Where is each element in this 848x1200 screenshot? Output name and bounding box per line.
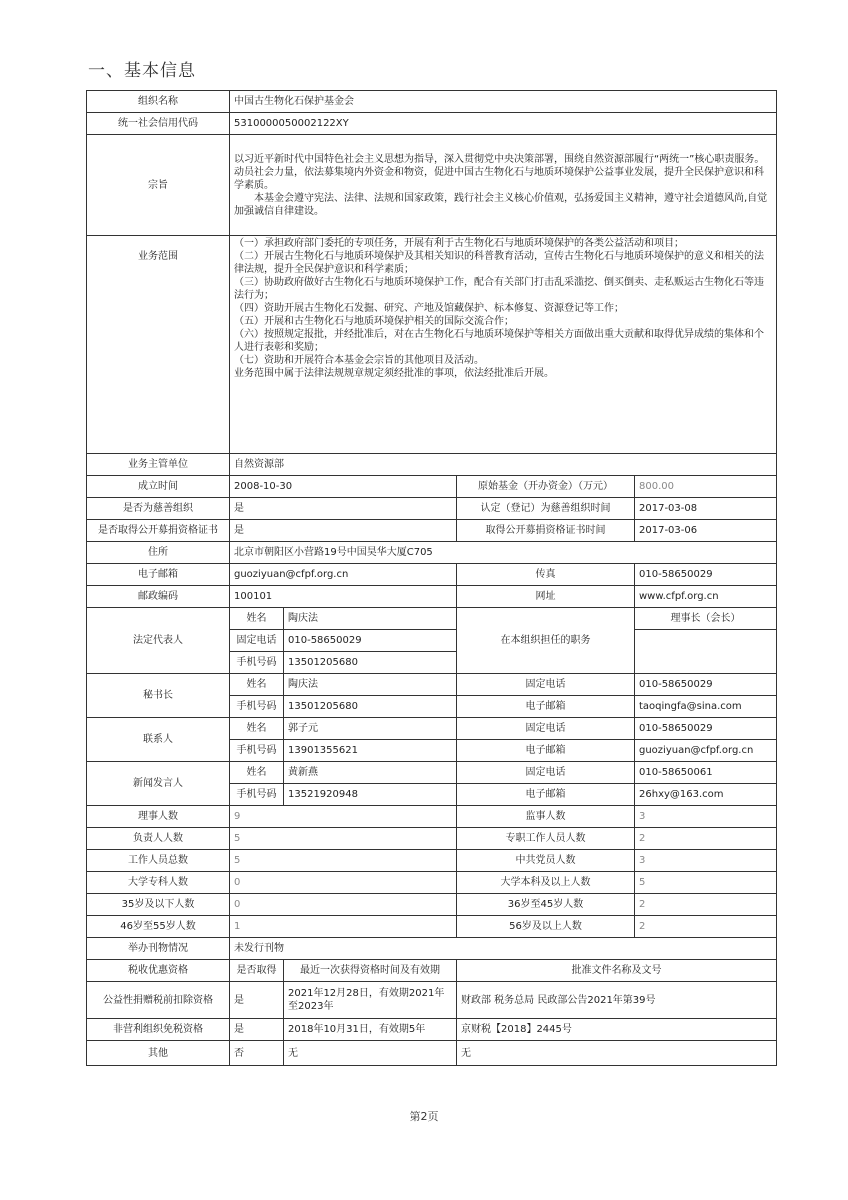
scope-item: （三）协助政府做好古生物化石与地质环境保护工作，配合有关部门打击乱采滥挖、倒买倒卖、走私贩运古生物化石等违法行为； — [234, 277, 764, 301]
stat-label: 理事人数 — [87, 806, 230, 828]
stat-value: 5 — [230, 828, 457, 850]
contact-name-label: 姓名 — [230, 718, 284, 740]
fundraising-date-label: 取得公开募捐资格证书时间 — [457, 520, 635, 542]
secretary-name: 陶庆法 — [284, 674, 457, 696]
table-row — [87, 982, 777, 1019]
established-value: 2008-10-30 — [230, 476, 457, 498]
purpose-label: 宗旨 — [87, 135, 230, 236]
stat-label: 监事人数 — [457, 806, 635, 828]
stat-label: 负责人人数 — [87, 828, 230, 850]
spokesperson-phone: 010-58650061 — [635, 762, 777, 784]
spokesperson-mobile-label: 手机号码 — [230, 784, 284, 806]
scope-item: （一）承担政府部门委托的专项任务，开展有利于古生物化石与地质环境保护的各类公益活动和项目； — [234, 238, 684, 249]
tax-row-label: 其他 — [87, 1041, 230, 1066]
table-row — [87, 586, 777, 608]
secretary-phone: 010-58650029 — [635, 674, 777, 696]
publications-value: 未发行刊物 — [230, 938, 777, 960]
credit-code-label: 统一社会信用代码 — [87, 113, 230, 135]
contact-mobile: 13901355621 — [284, 740, 457, 762]
tax-header-document: 批准文件名称及文号 — [457, 960, 777, 982]
charity-value: 是 — [230, 498, 457, 520]
stat-value: 1 — [230, 916, 457, 938]
stat-value: 0 — [230, 894, 457, 916]
initial-fund-value: 800.00 — [635, 476, 777, 498]
fundraising-label: 是否取得公开募捐资格证书 — [87, 520, 230, 542]
table-row — [87, 828, 777, 850]
org-name-label: 组织名称 — [87, 91, 230, 113]
stat-value: 3 — [635, 806, 777, 828]
legal-rep-phone: 010-58650029 — [284, 630, 457, 652]
scope-item: （七）资助和开展符合本基金会宗旨的其他项目及活动。 — [234, 355, 484, 366]
spokesperson-name-label: 姓名 — [230, 762, 284, 784]
tax-row-label: 公益性捐赠税前扣除资格 — [87, 982, 230, 1019]
table-row — [87, 674, 777, 696]
stat-value: 5 — [635, 872, 777, 894]
fax-label: 传真 — [457, 564, 635, 586]
contact-label: 联系人 — [87, 718, 230, 762]
purpose-content — [230, 135, 777, 236]
table-row — [87, 542, 777, 564]
legal-rep-name: 陶庆法 — [284, 608, 457, 630]
org-name-value: 中国古生物化石保护基金会 — [230, 91, 777, 113]
contact-phone-label: 固定电话 — [457, 718, 635, 740]
email-value: guoziyuan@cfpf.org.cn — [230, 564, 457, 586]
tax-row-period: 2018年10月31日，有效期5年 — [284, 1019, 457, 1041]
stat-label: 大学专科人数 — [87, 872, 230, 894]
tax-row-period: 2021年12月28日，有效期2021年至2023年 — [284, 982, 457, 1019]
spokesperson-phone-label: 固定电话 — [457, 762, 635, 784]
initial-fund-label: 原始基金（开办资金）（万元） — [457, 476, 635, 498]
website-value: www.cfpf.org.cn — [635, 586, 777, 608]
charity-date-value: 2017-03-08 — [635, 498, 777, 520]
table-row — [87, 454, 777, 476]
spokesperson-email-label: 电子邮箱 — [457, 784, 635, 806]
postcode-label: 邮政编码 — [87, 586, 230, 608]
credit-code-value: 5310000050002122XY — [230, 113, 777, 135]
table-row — [87, 850, 777, 872]
scope-item: （五）开展和古生物化石与地质环境保护相关的国际交流合作； — [234, 316, 514, 327]
tax-row-label: 非营利组织免税资格 — [87, 1019, 230, 1041]
secretary-mobile: 13501205680 — [284, 696, 457, 718]
table-row — [87, 135, 777, 236]
fundraising-value: 是 — [230, 520, 457, 542]
charity-date-label: 认定（登记）为慈善组织时间 — [457, 498, 635, 520]
legal-rep-position-blank — [635, 630, 777, 674]
section-title: 一、基本信息 — [88, 61, 196, 81]
stat-value: 5 — [230, 850, 457, 872]
publications-label: 举办刊物情况 — [87, 938, 230, 960]
stat-label: 专职工作人员人数 — [457, 828, 635, 850]
purpose-paragraph: 以习近平新时代中国特色社会主义思想为指导，深入贯彻党中央决策部署，围绕自然资源部履行“两统一”核心职责服务。动员社会力量，依法募集境内外资金和物资，促进中国古生物化石与地质环境保护公益事业发展，提升全民保护意识和科学素质。 — [234, 153, 765, 191]
table-row — [87, 894, 777, 916]
contact-email: guoziyuan@cfpf.org.cn — [635, 740, 777, 762]
table-row — [87, 1019, 777, 1041]
stat-value: 2 — [635, 828, 777, 850]
scope-item: 业务范围中属于法律法规规章规定须经批准的事项，依法经批准后开展。 — [234, 368, 554, 379]
contact-email-label: 电子邮箱 — [457, 740, 635, 762]
supervisor-label: 业务主管单位 — [87, 454, 230, 476]
spokesperson-email: 26hxy@163.com — [635, 784, 777, 806]
scope-content — [230, 236, 777, 454]
table-row — [87, 91, 777, 113]
table-row — [87, 916, 777, 938]
tax-row-obtained: 否 — [230, 1041, 284, 1066]
email-label: 电子邮箱 — [87, 564, 230, 586]
scope-label: 业务范围 — [87, 236, 230, 454]
table-row — [87, 872, 777, 894]
legal-rep-label: 法定代表人 — [87, 608, 230, 674]
secretary-email-label: 电子邮箱 — [457, 696, 635, 718]
legal-rep-position: 理事长（会长） — [635, 608, 777, 630]
secretary-email: taoqingfa@sina.com — [635, 696, 777, 718]
spokesperson-name: 黄新燕 — [284, 762, 457, 784]
stat-label: 大学本科及以上人数 — [457, 872, 635, 894]
fax-value: 010-58650029 — [635, 564, 777, 586]
contact-phone: 010-58650029 — [635, 718, 777, 740]
stat-value: 3 — [635, 850, 777, 872]
supervisor-value: 自然资源部 — [230, 454, 777, 476]
secretary-name-label: 姓名 — [230, 674, 284, 696]
tax-label: 税收优惠资格 — [87, 960, 230, 982]
fundraising-date-value: 2017-03-06 — [635, 520, 777, 542]
secretary-label: 秘书长 — [87, 674, 230, 718]
table-row — [87, 113, 777, 135]
stat-value: 2 — [635, 916, 777, 938]
table-row — [87, 520, 777, 542]
tax-row-period: 无 — [284, 1041, 457, 1066]
address-value: 北京市朝阳区小营路19号中国昊华大厦C705 — [230, 542, 777, 564]
basic-info-table — [86, 90, 777, 1066]
table-row — [87, 806, 777, 828]
purpose-paragraph: 本基金会遵守宪法、法律、法规和国家政策，践行社会主义核心价值观，弘扬爱国主义精神，遵守社会道德风尚,自觉加强诚信自律建设。 — [234, 192, 768, 217]
secretary-phone-label: 固定电话 — [457, 674, 635, 696]
tax-row-document: 财政部 税务总局 民政部公告2021年第39号 — [457, 982, 777, 1019]
table-row — [87, 498, 777, 520]
postcode-value: 100101 — [230, 586, 457, 608]
stat-label: 35岁及以下人数 — [87, 894, 230, 916]
legal-rep-mobile: 13501205680 — [284, 652, 457, 674]
tax-row-document: 无 — [457, 1041, 777, 1066]
stat-label: 36岁至45岁人数 — [457, 894, 635, 916]
spokesperson-mobile: 13521920948 — [284, 784, 457, 806]
stat-label: 46岁至55岁人数 — [87, 916, 230, 938]
stat-value: 9 — [230, 806, 457, 828]
table-row — [87, 938, 777, 960]
page-number: 第2页 — [409, 1110, 439, 1123]
stat-value: 2 — [635, 894, 777, 916]
charity-label: 是否为慈善组织 — [87, 498, 230, 520]
table-row — [87, 960, 777, 982]
stat-label: 56岁及以上人数 — [457, 916, 635, 938]
table-row — [87, 1041, 777, 1066]
contact-mobile-label: 手机号码 — [230, 740, 284, 762]
legal-rep-position-label: 在本组织担任的职务 — [457, 608, 635, 674]
address-label: 住所 — [87, 542, 230, 564]
spokesperson-label: 新闻发言人 — [87, 762, 230, 806]
table-row — [87, 762, 777, 784]
legal-rep-mobile-label: 手机号码 — [230, 652, 284, 674]
table-row — [87, 718, 777, 740]
stat-label: 工作人员总数 — [87, 850, 230, 872]
secretary-mobile-label: 手机号码 — [230, 696, 284, 718]
legal-rep-phone-label: 固定电话 — [230, 630, 284, 652]
scope-item: （二）开展古生物化石与地质环境保护及其相关知识的科普教育活动，宣传古生物化石与地质环境保护的意义和相关的法律法规，提升全民保护意识和科学素质； — [234, 251, 764, 275]
tax-row-obtained: 是 — [230, 982, 284, 1019]
contact-name: 郭子元 — [284, 718, 457, 740]
tax-header-period: 最近一次获得资格时间及有效期 — [284, 960, 457, 982]
table-row — [87, 236, 777, 454]
tax-row-obtained: 是 — [230, 1019, 284, 1041]
scope-item: （六）按照规定报批，并经批准后，对在古生物化石与地质环境保护等相关方面做出重大贡献和取得优异成绩的集体和个人进行表彰和奖励； — [234, 329, 764, 353]
table-row — [87, 564, 777, 586]
website-label: 网址 — [457, 586, 635, 608]
legal-rep-name-label: 姓名 — [230, 608, 284, 630]
stat-value: 0 — [230, 872, 457, 894]
stat-label: 中共党员人数 — [457, 850, 635, 872]
tax-row-document: 京财税【2018】2445号 — [457, 1019, 777, 1041]
established-label: 成立时间 — [87, 476, 230, 498]
tax-header-obtained: 是否取得 — [230, 960, 284, 982]
table-row — [87, 608, 777, 630]
table-row — [87, 476, 777, 498]
scope-item: （四）资助开展古生物化石发掘、研究、产地及馆藏保护、标本修复、资源登记等工作； — [234, 303, 624, 314]
